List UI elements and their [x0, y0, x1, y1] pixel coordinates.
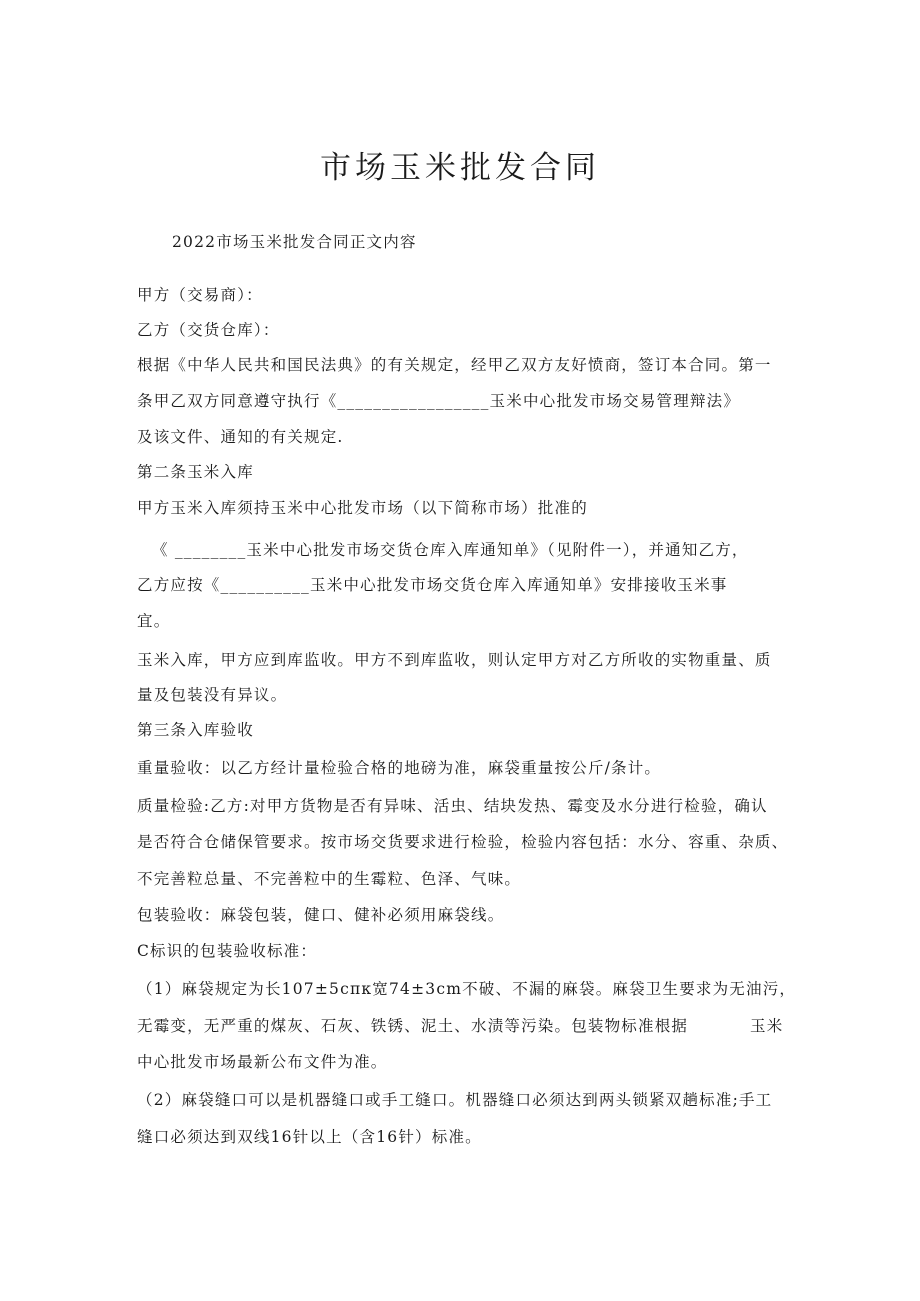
- paragraph-line: （2）麻袋缝口可以是机器缝口或手工缝口。机器缝口必须达到两头锁紧双趟标准;手工: [137, 1091, 773, 1109]
- paragraph-line: 质量检验:乙方:对甲方货物是否有异味、活虫、结块发热、霉变及水分进行检验，确认: [137, 797, 768, 815]
- document-subtitle: 2022市场玉米批发合同正文内容: [172, 233, 417, 251]
- paragraph-line: 《 ________玉米中心批发市场交货仓库入库通知单》（见附件一），并通知乙方，: [152, 541, 749, 559]
- paragraph-line: C标识的包装验收标准：: [137, 942, 318, 960]
- paragraph-line: 乙方应按《__________玉米中心批发市场交货仓库入库通知单》安排接收玉米事: [137, 576, 728, 594]
- paragraph-line: 包装验收：麻袋包装，健口、健补必须用麻袋线。: [137, 906, 505, 924]
- article-heading: 第二条玉米入库: [137, 463, 254, 481]
- paragraph-line: 宜。: [137, 612, 171, 630]
- paragraph-line: 根据《中华人民共和国民法典》的有关规定，经甲乙双方友好愤商，签订本合同。第一: [137, 356, 772, 374]
- paragraph-line: 条甲乙双方同意遵守执行《_________________玉米中心批发市场交易管理辩法》: [137, 392, 741, 410]
- article-heading: 第三条入库验收: [137, 721, 254, 739]
- paragraph-line: 重量验收：以乙方经计量检验合格的地磅为准，麻袋重量按公斤/条计。: [137, 759, 662, 777]
- party-a-line: 甲方（交易商）：: [137, 286, 263, 304]
- paragraph-line: （1）麻袋规定为长107±5cπκ宽74±3cm不破、不漏的麻袋。麻袋卫生要求为无油污，: [137, 980, 797, 998]
- paragraph-line: 不完善粒总量、不完善粒中的生霉粒、色泽、气味。: [137, 870, 522, 888]
- paragraph-line-tail: 玉米: [750, 1017, 784, 1035]
- paragraph-line: 缝口必须达到双线16针以上（含16针）标准。: [137, 1128, 482, 1146]
- paragraph-line: 是否符合仓储保管要求。按市场交货要求进行检验，检验内容包括：水分、容重、杂质、: [137, 833, 789, 851]
- document-title: 市场玉米批发合同: [320, 150, 600, 186]
- paragraph-line: 玉米入库，甲方应到库监收。甲方不到库监收，则认定甲方对乙方所收的实物重量、质: [137, 651, 772, 669]
- paragraph-line: 甲方玉米入库须持玉米中心批发市场（以下简称市场）批准的: [137, 499, 588, 517]
- paragraph-line: 中心批发市场最新公布文件为准。: [137, 1053, 388, 1071]
- party-b-line: 乙方（交货仓库）：: [137, 321, 280, 339]
- paragraph-line: 无霉变，无严重的煤灰、石灰、铁锈、泥土、水渍等污染。包装物标准根据: [137, 1017, 689, 1035]
- paragraph-line: 量及包装没有异议。: [137, 686, 288, 704]
- paragraph-line: 及该文件、通知的有关规定.: [137, 428, 344, 446]
